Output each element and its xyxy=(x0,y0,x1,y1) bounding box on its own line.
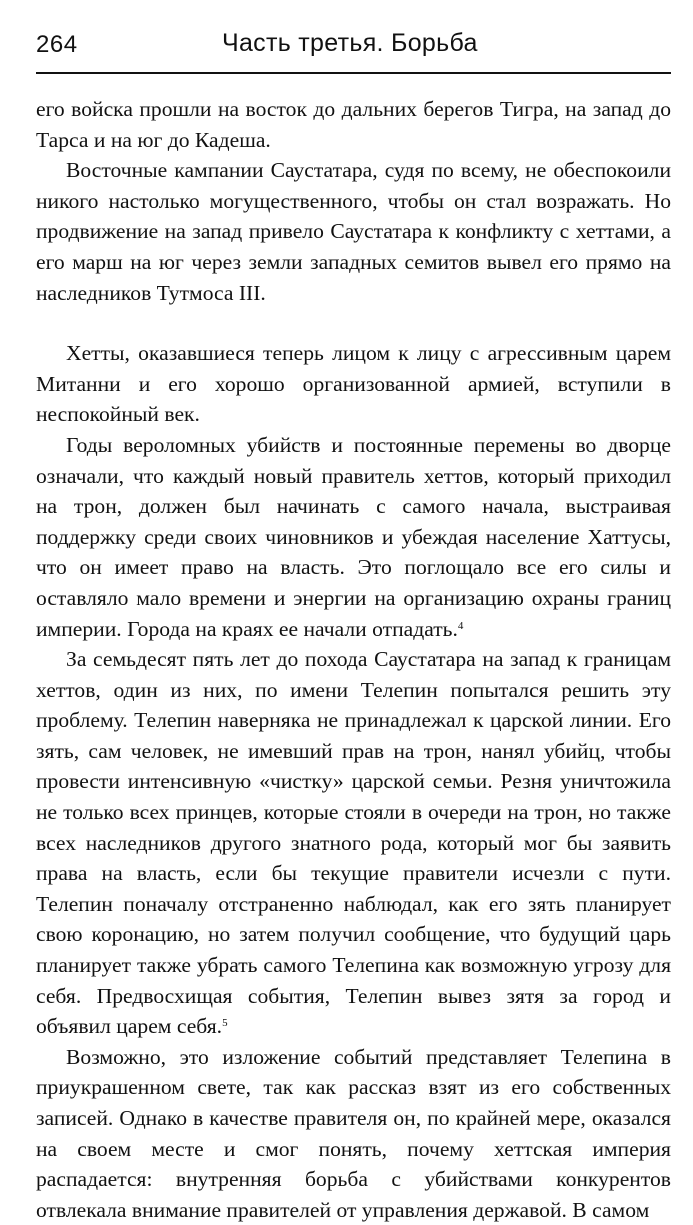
paragraph-2: Восточные кампании Саустатара, судя по всему, не обеспокоили никого настолько могущественного, чтобы он стал возражать. Но продвижение на запад привело Саустатара к конфликту с хеттами, а его марш на юг через земли западных семитов вывел его прямо на наследников Тутмоса III. xyxy=(36,158,671,305)
footnote-marker-4: 4 xyxy=(457,619,464,632)
paragraph-4: Годы вероломных убийств и постоянные перемены во дворце означали, что каждый новый правитель хеттов, который приходил на трон, должен был начинать с самого начала, выстраивая поддержку среди своих чиновников и убеждая население Хаттусы, что он имеет право на власть. Это поглощало все его силы и оставляло мало времени и энергии на организацию охраны границ империи. Города на краях ее начали отпадать.$^4$ xyxy=(36,432,671,641)
page-number: 264 xyxy=(36,31,78,58)
body-text xyxy=(36,94,671,1225)
header-rule xyxy=(36,72,671,74)
paragraph-6: Возможно, это изложение событий представляет Телепина в приукрашенном свете, так как рассказ взят из его собственных записей. Однако в качестве правителя он, по крайней мере, оказался на своем месте и смог понять, почему хеттская империя распадается: внутренняя борьба с убийствами конкурентов отвлекала внимание правителей от управления державой. В самом xyxy=(36,1044,671,1222)
paragraph-5: За семьдесят пять лет до похода Саустатара на запад к границам хеттов, один из них, по имени Телепин попытался решить эту проблему. Телепин наверняка не принадлежал к царской линии. Его зять, сам человек, не имевший прав на трон, нанял убийц, чтобы провести интенсивную «чистку» царской семьи. Резня уничтожила не только всех принцев, которые стояли в очереди на трон, но также всех наследников другого знатного рода, который мог бы заявить права на власть, если бы текущие правители исчезли с пути. Телепин поначалу отстраненно наблюдал, как его зять планирует свою коронацию, но затем получил сообщение, что будущий царь планирует также убрать самого Телепина как возможную угрозу для себя. Предвосхищая события, Телепин вывез зятя за город и объявил царем себя.$^5$ xyxy=(36,647,671,1039)
running-title: Часть третья. Борьба xyxy=(222,29,478,57)
paragraph-1: его войска прошли на восток до дальних берегов Тигра, на запад до Тарса и на юг до Кадеша. xyxy=(36,97,671,152)
page-header xyxy=(36,28,671,68)
footnote-marker-5: 5 xyxy=(222,1017,228,1030)
paragraph-3: Хетты, оказавшиеся теперь лицом к лицу с агрессивным царем Митанни и его хорошо организованной армией, вступили в неспокойный век. xyxy=(36,341,671,427)
